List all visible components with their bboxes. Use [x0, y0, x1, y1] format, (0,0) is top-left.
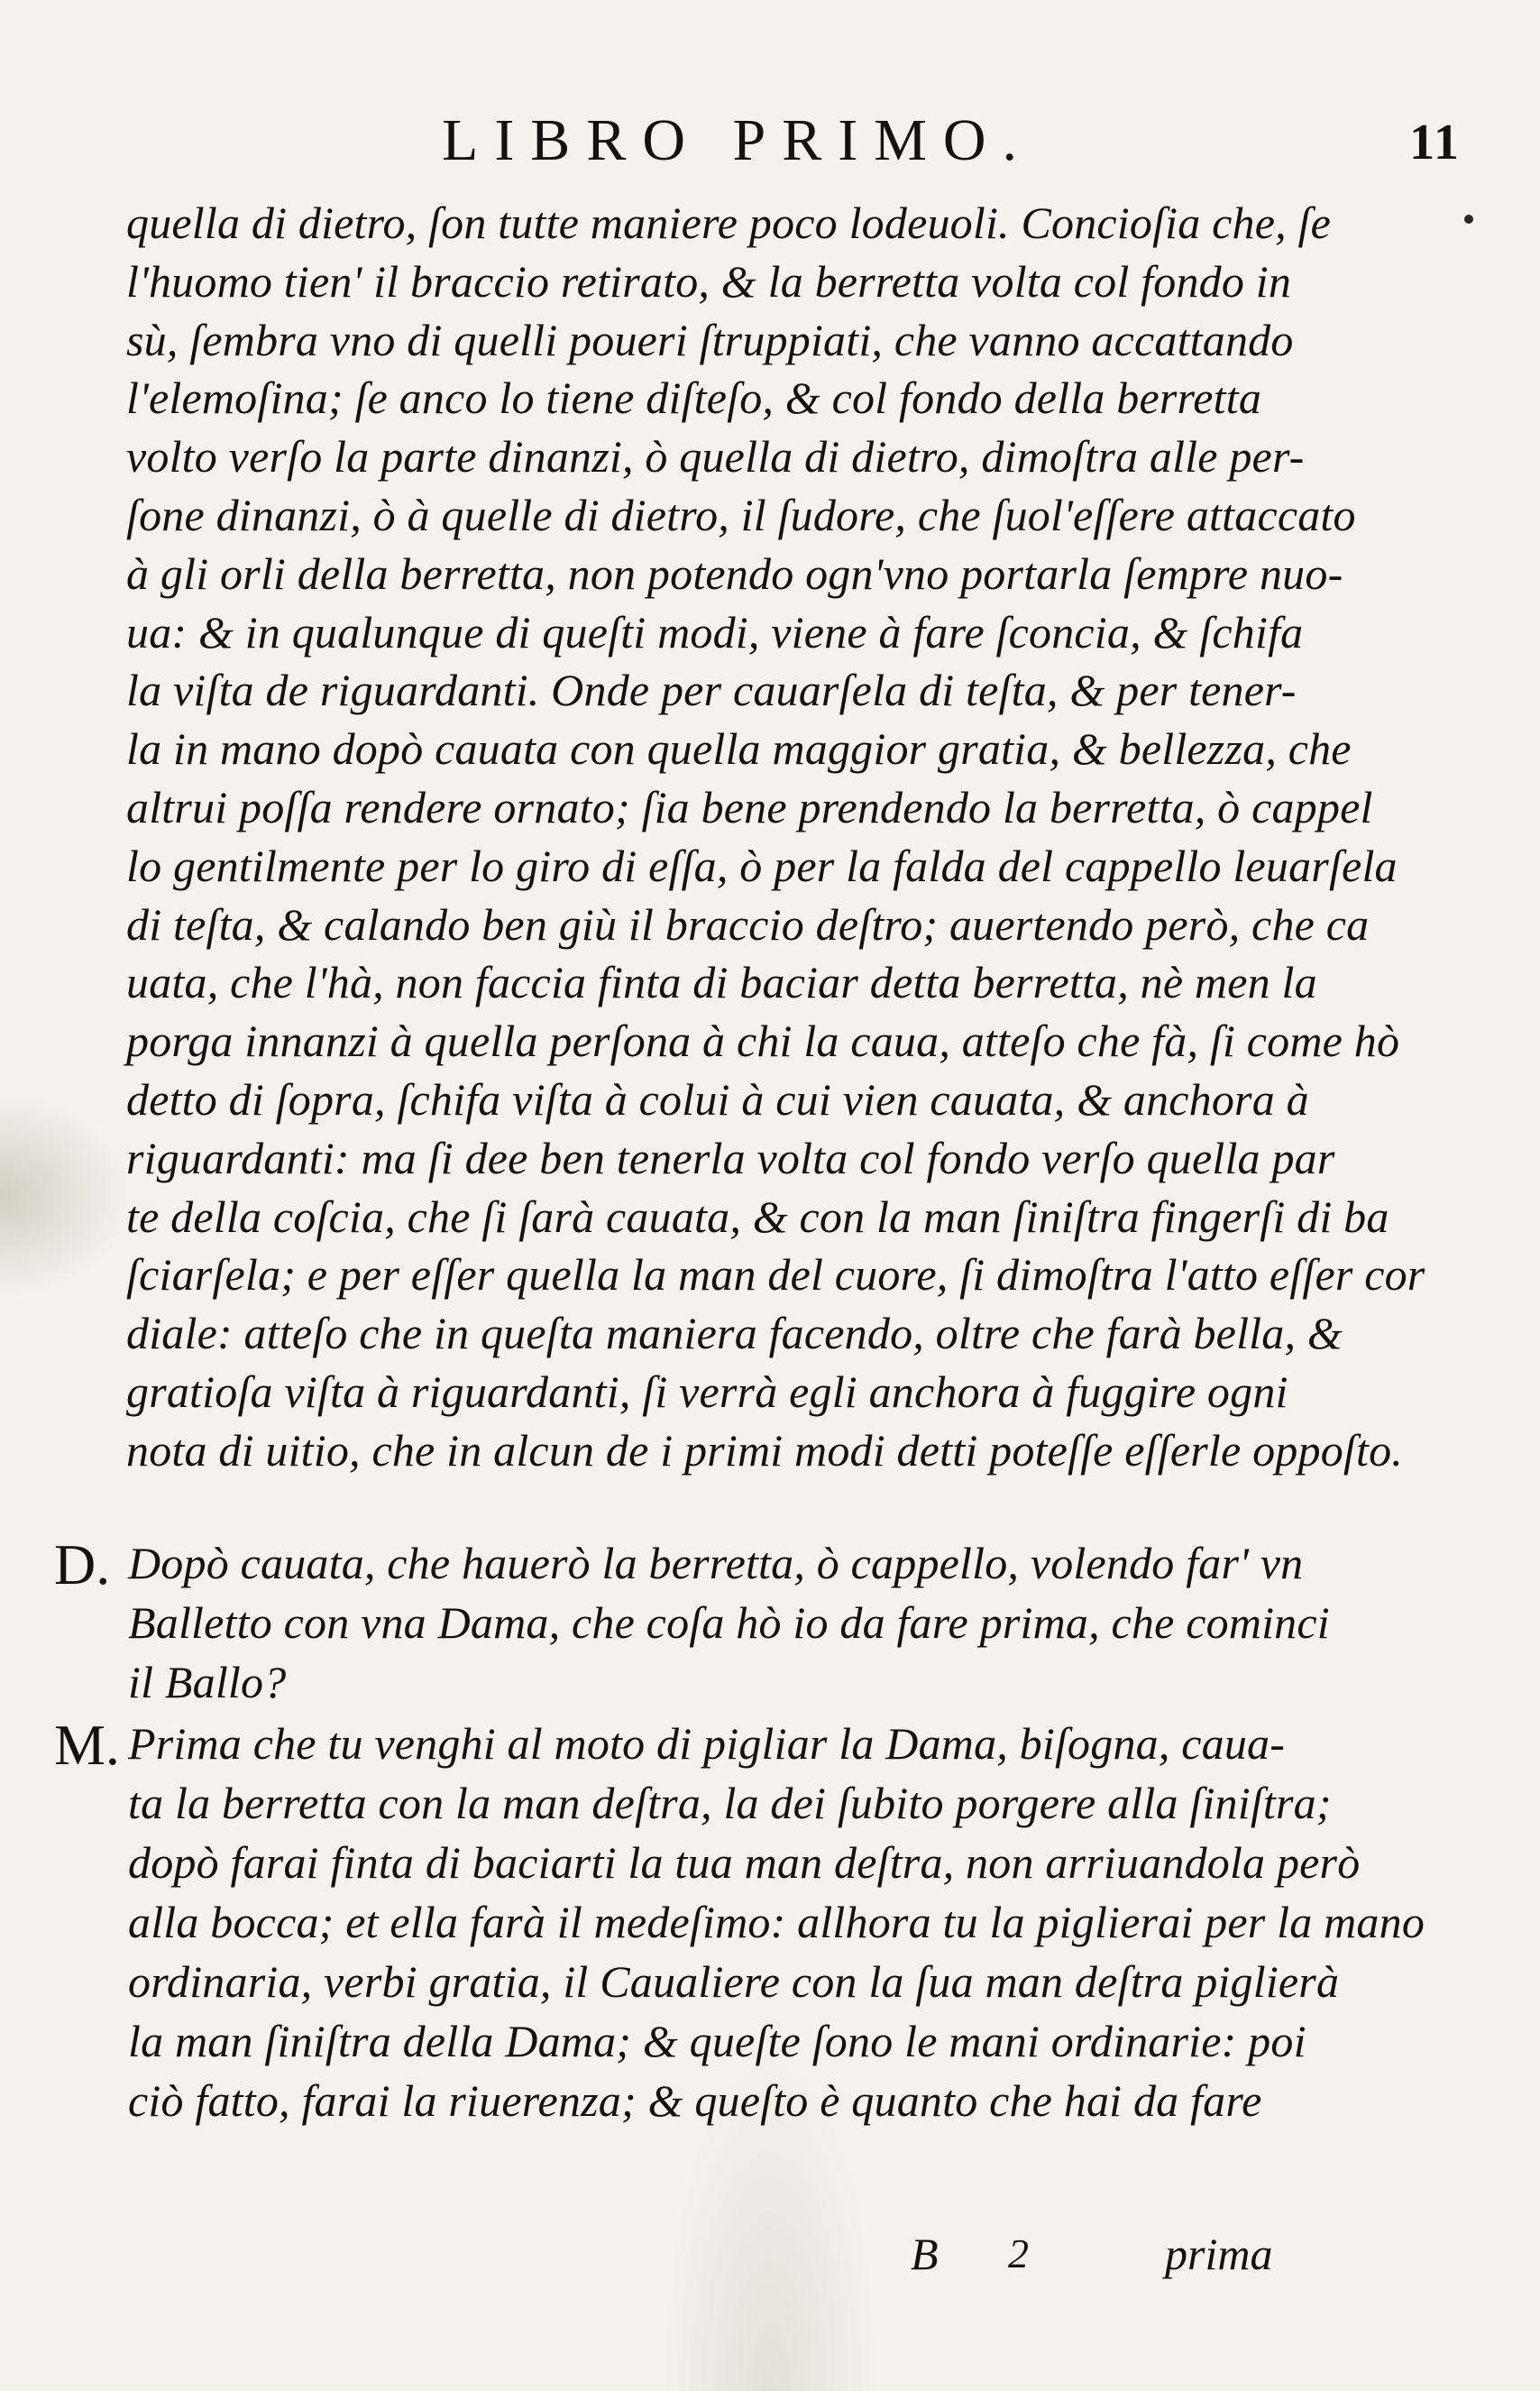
text-line: quella di dietro, ſon tutte maniere poco lodeuoli. Concioſia che, ſe [126, 198, 1332, 248]
text-line: nota di uitio, che in alcun de i primi modi detti poteſſe eſſerle oppoſto. [126, 1424, 1403, 1476]
text-line: dopò farai finta di baciarti la tua man deſtra, non arriuandola però [128, 1837, 1361, 1888]
speech-text [128, 1714, 1425, 2130]
speaker-label: M. [54, 1713, 120, 1777]
text-line: uata, che l'hà, non faccia finta di baciar detta berretta, nè men la [126, 957, 1317, 1008]
text-line: il Ballo? [128, 1657, 287, 1707]
text-line: altrui poſſa rendere ornato; ſia bene prendendo la berretta, ò cappel [126, 781, 1373, 832]
text-line: alla bocca; et ella farà il medeſimo: allhora tu la piglierai per la mano [128, 1897, 1425, 1947]
text-line: gratioſa viſta à riguardanti, ſi verrà egli anchora à fuggire ogni [126, 1366, 1288, 1417]
text-line: ſone dinanzi, ò à quelle di dietro, il ſudore, che ſuol'eſſere attaccato [126, 489, 1356, 540]
text-line: diale: atteſo che in queſta maniera facendo, oltre che farà bella, & [126, 1308, 1343, 1359]
text-line: volto verſo la parte dinanzi, ò quella di dietro, dimoſtra alle per- [126, 431, 1305, 483]
ink-mark [1464, 215, 1473, 224]
main-paragraph [126, 194, 1425, 1480]
text-line: l'elemoſina; ſe anco lo tiene diſteſo, & col fondo della berretta [126, 372, 1262, 424]
text-line: sù, ſembra vno di quelli poueri ſtruppiati, che vanno accattando [126, 314, 1294, 365]
text-line: detto di ſopra, ſchifa viſta à colui à cui vien cauata, & anchora à [126, 1073, 1309, 1125]
text-line: ciò fatto, farai la riuerenza; & queſto è quanto che hai da fare [128, 2075, 1262, 2126]
speaker-label: D. [54, 1532, 111, 1596]
signature-mark: B [911, 2229, 939, 2279]
text-line: Balletto con vna Dama, che coſa hò io da fare prima, che cominci [128, 1597, 1330, 1648]
text-line: di teſta, & calando ben giù il braccio deſtro; auertendo però, che ca [126, 898, 1370, 950]
text-line: ta la berretta con la man deſtra, la dei ſubito porgere alla ſiniſtra; [128, 1778, 1332, 1828]
text-line: la man ſiniſtra della Dama; & queſte ſono le mani ordinarie: poi [128, 2016, 1306, 2066]
text-line: ordinaria, verbi gratia, il Caualiere con la ſua man deſtra piglierà [128, 1956, 1340, 2007]
text-line: riguardanti: ma ſi dee ben tenerla volta col fondo verſo quella par [126, 1132, 1335, 1183]
running-head: LIBRO PRIMO. [442, 107, 1034, 173]
text-line: la in mano dopò cauata con quella maggior gratia, & bellezza, che [126, 723, 1352, 775]
text-line: lo gentilmente per lo giro di eſſa, ò per la falda del cappello leuarſela [126, 840, 1398, 891]
speech-text [128, 1533, 1330, 1712]
text-line: ſciarſela; e per eſſer quella la man del cuore, ſi dimoſtra l'atto eſſer cor [126, 1249, 1425, 1301]
text-line: la viſta de riguardanti. Onde per cauarſela di teſta, & per tener- [126, 665, 1297, 716]
signature-number: 2 [1008, 2230, 1029, 2276]
text-line: à gli orli della berretta, non potendo ogn'vno portarla ſempre nuo- [126, 547, 1343, 599]
text-line: porga innanzi à quella perſona à chi la caua, atteſo che fà, ſi come hò [126, 1016, 1400, 1067]
catchword: prima [1165, 2229, 1273, 2279]
text-line: ua: & in qualunque di queſti modi, viene à fare ſconcia, & ſchifa [126, 606, 1304, 658]
text-line: Dopò cauata, che hauerò la berretta, ò cappello, volendo far' vn [128, 1538, 1304, 1588]
folio-number: 11 [1409, 115, 1461, 170]
text-line: Prima che tu venghi al moto di pigliar la Dama, biſogna, caua- [128, 1718, 1286, 1769]
text-line: l'huomo tien' il braccio retirato, & la berretta volta col fondo in [126, 255, 1292, 307]
page-header [0, 106, 1540, 188]
text-line: te della coſcia, che ſi ſarà cauata, & con la man ſiniſtra fingerſi di ba [126, 1191, 1389, 1242]
